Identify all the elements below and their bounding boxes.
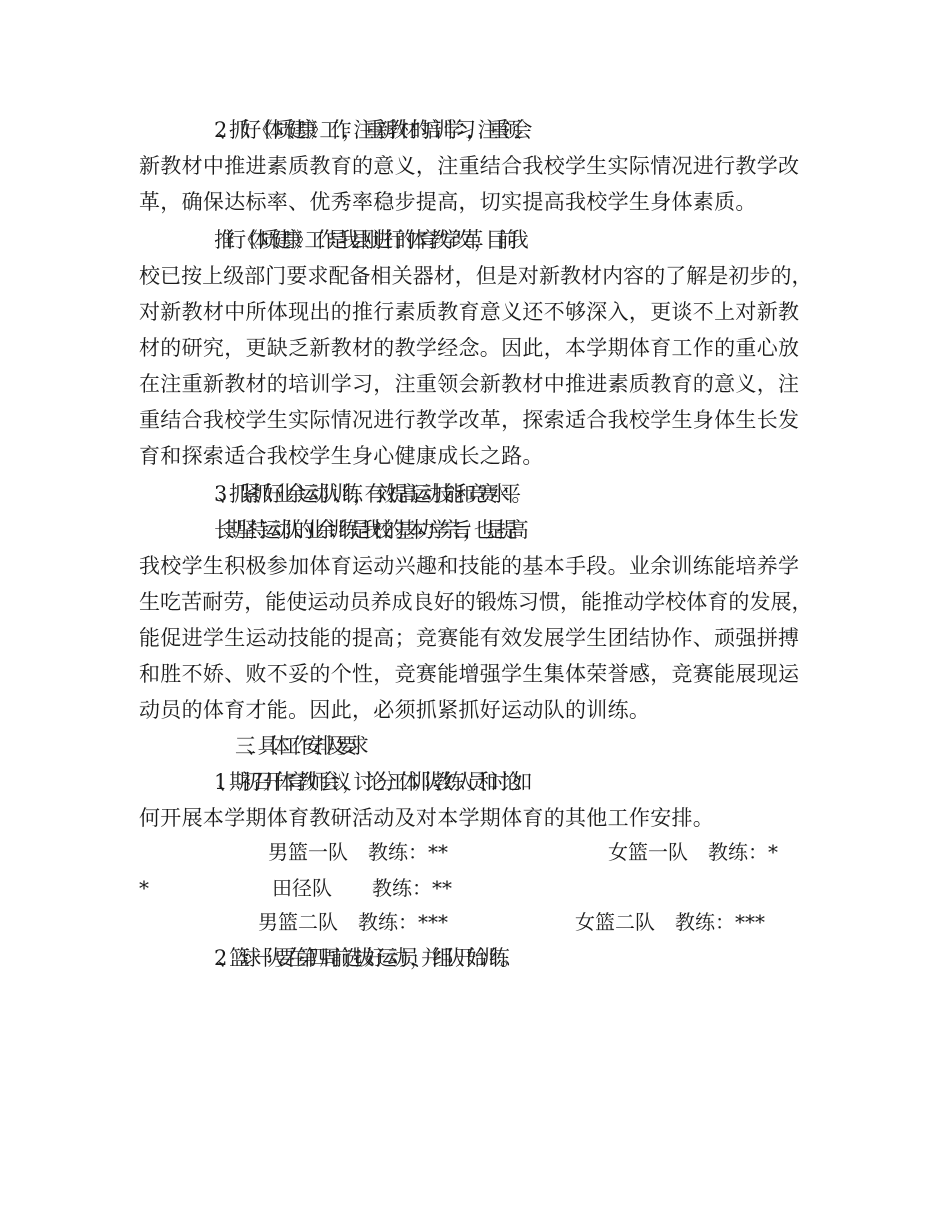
coach-entry: 女篮一队 教练：* — [608, 840, 778, 864]
paragraph-line: 1、期初召开体育教师会议，讨论分工体训队教练人员和讨论如 — [214, 770, 523, 794]
coach-entry: 男篮二队 教练：*** — [258, 910, 448, 934]
paragraph-line: 育和探索适合我校学生身心健康成长之路。 — [139, 444, 544, 468]
paragraph-line: 材的研究，更缺乏新教材的教学经念。因此，本学期体育工作的重心放 — [139, 336, 800, 360]
paragraph-line: 长期坚持运动队的业余训练是我校的基本办学宗旨，也是提高 — [214, 518, 520, 542]
paragraph-line: 我校学生积极参加体育运动兴趣和技能的基本手段。业余训练能培养学 — [139, 554, 800, 578]
coach-entry: 田径队 教练：** — [272, 876, 452, 900]
paragraph-line: 何开展本学期体育教研活动及对本学期体育的其他工作安排。 — [139, 806, 715, 830]
paragraph-line: 和胜不娇、败不妥的个性，竞赛能增强学生集体荣誉感，竞赛能展现运 — [139, 662, 800, 686]
paragraph-line: 校已按上级部门要求配备相关器材，但是对新教材内容的了解是初步的， — [139, 264, 813, 288]
paragraph-line: 生吃苦耐劳，能使运动员养成良好的锻炼习惯，能推动学校体育的发展， — [139, 590, 813, 614]
paragraph-line: 新教材中推进素质教育的意义，注重结合我校学生实际情况进行教学改 — [139, 154, 800, 178]
coach-entry-wrap: * — [139, 876, 149, 900]
paragraph-line: 推行《体质健康》工作是我县刚进行的体育教学改革，目前我 — [214, 228, 520, 252]
paragraph-line: 在注重新教材的培训学习，注重领会新教材中推进素质教育的意义，注 — [139, 372, 800, 396]
paragraph-line: 2、抓好《体质健康》工作，注重新教材的培训学习，注重领会 — [214, 118, 523, 142]
paragraph-line: 革，确保达标率、优秀率稳步提高，切实提高我校学生身体素质。 — [139, 190, 757, 214]
paragraph-line: 重结合我校学生实际情况进行教学改革，探索适合我校学生身体生长发 — [139, 408, 800, 432]
section-subheading: 3、抓紧抓好业余运动队训练，有效提高运动技能和竞赛水平。 — [214, 482, 523, 506]
coach-entry: 男篮一队 教练：** — [268, 840, 448, 864]
section-heading: 三、具体工作安排及要求 — [235, 734, 360, 758]
paragraph-line: 对新教材中所体现出的推行素质教育意义还不够深入，更谈不上对新教 — [139, 300, 800, 324]
paragraph-line: 2、篮球一队要在第四周前选拔好运动员，并组队开始训练。 — [214, 946, 512, 970]
paragraph-line: 能促进学生运动技能的提高；竞赛能有效发展学生团结协作、顽强拼搏 — [139, 626, 800, 650]
coach-entry: 女篮二队 教练：*** — [575, 910, 765, 934]
paragraph-line: 动员的体育才能。因此，必须抓紧抓好运动队的训练。 — [139, 698, 651, 722]
